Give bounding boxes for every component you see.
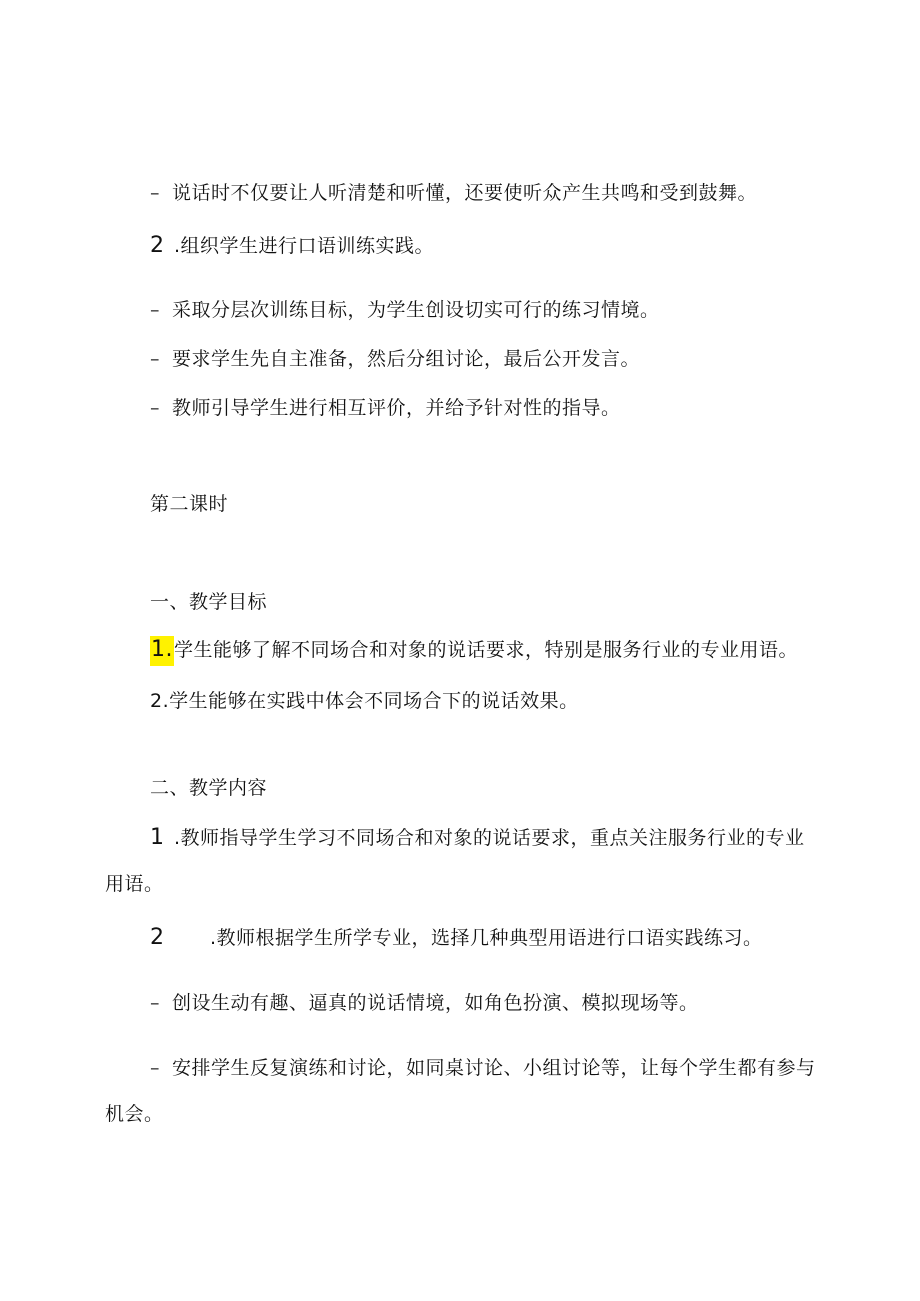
bullet-line-continuation [105, 1102, 164, 1126]
bullet-line [150, 1056, 816, 1080]
content-item-continuation [105, 872, 164, 896]
goals-heading: 一、教学目标 [150, 591, 268, 613]
highlighted-number: 1. [150, 636, 174, 666]
content-heading: 二、教学内容 [150, 777, 268, 799]
bullet-line [150, 991, 699, 1015]
line-text: 机会。 [105, 1103, 164, 1125]
line-text: 说话时不仅要让人听清楚和听懂，还要使听众产生共鸣和受到鼓舞。 [172, 182, 758, 204]
item-number: 1 [150, 825, 165, 850]
line-text: .教师指导学生学习不同场合和对象的说话要求，重点关注服务行业的专业 [174, 827, 805, 849]
line-text: 创设生动有趣、逼真的说话情境，如角色扮演、模拟现场等。 [172, 992, 699, 1014]
line-text: 教师引导学生进行相互评价，并给予针对性的指导。 [172, 397, 621, 419]
dash-marker: – [150, 1057, 160, 1079]
line-text: .教师根据学生所学专业，选择几种典型用语进行口语实践练习。 [210, 927, 763, 949]
line-text: 学生能够了解不同场合和对象的说话要求，特别是服务行业的专业用语。 [174, 639, 799, 661]
bullet-line [150, 181, 757, 205]
line-text: 采取分层次训练目标，为学生创设切实可行的练习情境。 [172, 299, 660, 321]
dash-marker: – [150, 299, 160, 321]
numbered-line [150, 234, 434, 258]
dash-marker: – [150, 348, 160, 370]
bullet-line [150, 298, 660, 322]
dash-marker: – [150, 397, 160, 419]
content-item [150, 826, 805, 850]
dash-marker: – [150, 992, 160, 1014]
bullet-line [150, 347, 640, 371]
item-number: 2 [150, 925, 165, 950]
line-text: .组织学生进行口语训练实践。 [174, 235, 435, 257]
line-text: 安排学生反复演练和讨论，如同桌讨论、小组讨论等，让每个学生都有参与 [172, 1057, 816, 1079]
line-text: 2.学生能够在实践中体会不同场合下的说话效果。 [150, 690, 579, 712]
line-text: 用语。 [105, 873, 164, 895]
goal-item [150, 689, 579, 713]
section-title: 第二课时 [150, 493, 229, 515]
item-number: 2 [150, 233, 165, 258]
content-item [150, 926, 763, 950]
line-text: 要求学生先自主准备，然后分组讨论，最后公开发言。 [172, 348, 641, 370]
bullet-line [150, 396, 621, 420]
dash-marker: – [150, 182, 160, 204]
goal-item [150, 636, 798, 666]
